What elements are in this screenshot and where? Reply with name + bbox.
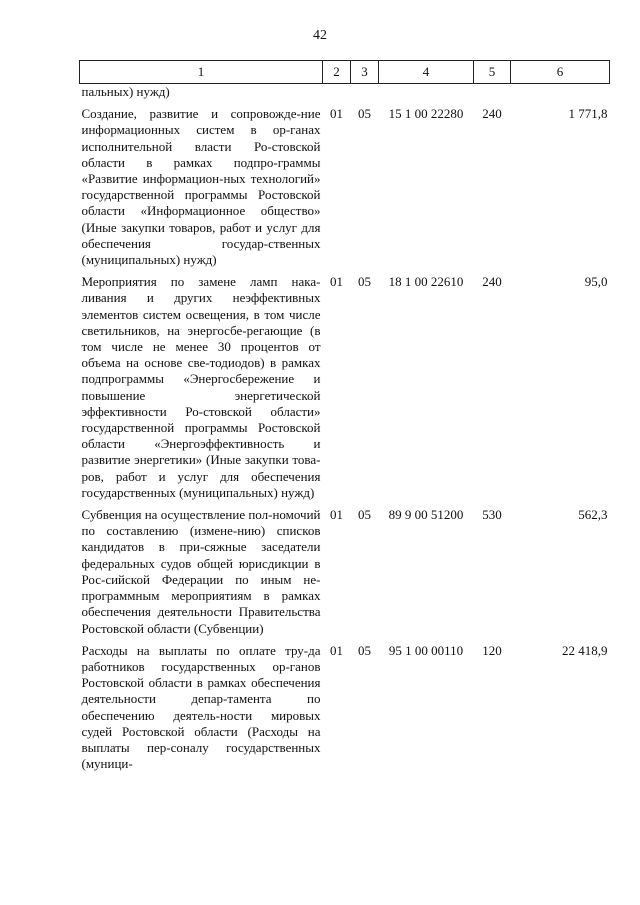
continuation-text: пальных) нужд) <box>81 84 170 99</box>
row-description: Субвенция на осуществление пол-номочий по составлению (измене-нию) списков кандидатов в при-сяжные заседатели федеральных судов общей юрисдикции в Рос-сийской Федерации по иным не-программным мероприятиям в рамках обеспечения деятельности Правительства Ростовской области (Субвенции) <box>81 507 321 636</box>
row-description: Расходы на выплаты по оплате тру-да работников государственных ор-ганов Ростовской области в рамках обеспечения деятельности депар-тамента по обеспечению деятель-ности мировых судей Ростовской области (Расходы на выплаты пер-соналу государственных (муници- <box>81 642 321 772</box>
table-row <box>80 505 610 641</box>
table-row <box>80 272 610 505</box>
row-rz: 01 <box>330 507 343 523</box>
row-rz: 01 <box>330 642 343 658</box>
row-rz: 01 <box>330 106 343 122</box>
column-header-2: 2 <box>323 61 351 84</box>
row-pr: 05 <box>358 642 371 658</box>
row-amount: 1 771,8 <box>568 106 608 122</box>
page-number: 42 <box>313 28 327 43</box>
column-header-4: 4 <box>379 61 474 84</box>
row-rz: 01 <box>330 274 343 290</box>
row-pr: 05 <box>358 106 371 122</box>
row-vr: 240 <box>482 274 502 290</box>
row-pr: 05 <box>358 274 371 290</box>
row-vr: 530 <box>482 507 502 523</box>
row-amount: 562,3 <box>578 507 608 523</box>
column-header-3: 3 <box>351 61 379 84</box>
row-description: Мероприятия по замене ламп нака-ливания и других неэффективных элементов систем освещения, в том числе светильников, на энергосбе-регающие (в том числе не менее 30 процентов от объема на основе све-тодиодов) в рамках подпрограммы «Энергосбережение и повышение энергетической эффективности Ро-стовской области» государственной программы Ростовской области «Энергоэффективность и развитие энергетики» (Иные закупки това-ров, работ и услуг для обеспечения государственных (муниципальных) нужд) <box>81 274 321 500</box>
row-vr: 120 <box>482 642 502 658</box>
continuation-row <box>80 84 610 105</box>
row-amount: 22 418,9 <box>562 642 608 658</box>
column-header-5: 5 <box>474 61 511 84</box>
row-pr: 05 <box>358 507 371 523</box>
row-csr: 89 9 00 51200 <box>388 507 464 523</box>
row-csr: 15 1 00 22280 <box>388 106 464 122</box>
row-description: Создание, развитие и сопровожде-ние информационных систем в ор-ганах исполнительной власти Ро-стовской области в рамках подпро-граммы «Развитие информацион-ных технологий» государственной программы Ростовской области «Информационное общество» (Иные закупки товаров, работ и услуг для обеспечения государ-ственных (муниципальных) нужд) <box>81 106 321 268</box>
column-header-6: 6 <box>511 61 610 84</box>
column-number-header-row <box>80 61 610 84</box>
table-row <box>80 104 610 272</box>
table-row <box>80 641 610 777</box>
budget-table <box>79 60 610 776</box>
row-amount: 95,0 <box>584 274 608 290</box>
row-vr: 240 <box>482 106 502 122</box>
row-csr: 95 1 00 00110 <box>388 642 464 658</box>
row-csr: 18 1 00 22610 <box>388 274 464 290</box>
column-header-1: 1 <box>80 61 323 84</box>
